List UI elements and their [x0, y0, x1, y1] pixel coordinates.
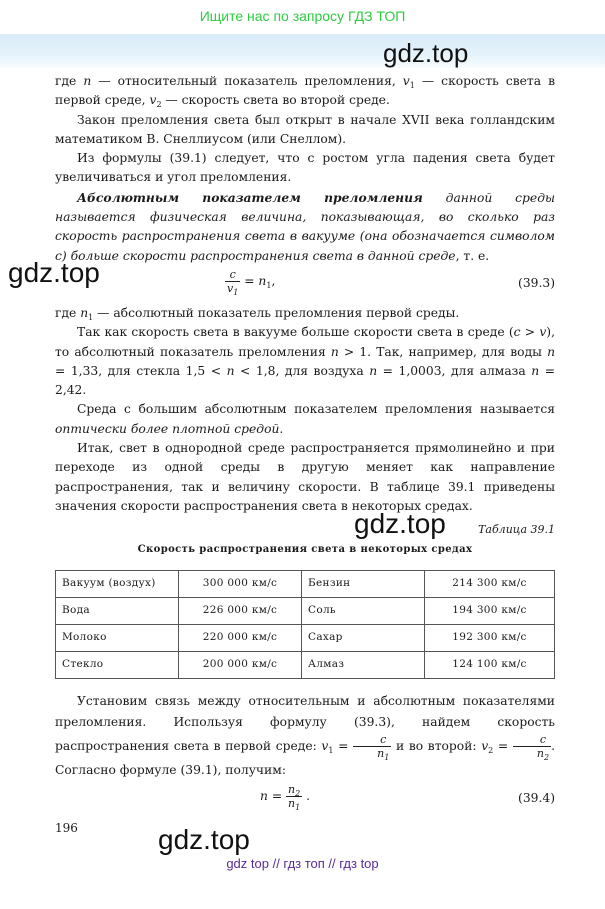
- page-number: 196: [55, 821, 78, 835]
- equation-39-3: $\frac{c}{v_1}$ = $n_1$, (39.3): [227, 267, 555, 297]
- equation-number: (39.4): [518, 790, 555, 805]
- footer-links: gdz top // гдз топ // гдз top: [226, 856, 379, 871]
- speed-of-light-table: [55, 570, 555, 679]
- paragraph-summary: Итак, свет в однородной среде распространяется прямолинейно и при переходе из одной среды в другую меняет как направление распространения, так и величину скорости. В таблице 39.1 приведены значения скорости распространения света в некоторых средах.: [55, 441, 555, 513]
- paragraph-definitions: где n — относительный показатель преломления, $v_1$ — скорость света в первой среде, $v_2$ — скорость света во второй среде.: [55, 74, 555, 110]
- table-row: Стекло 200 000 км/с Алмаз 124 100 км/с: [56, 651, 555, 678]
- paragraph-formula-391: Из формулы (39.1) следует, что с ростом угла падения света будет увеличиваться и угол преломления.: [55, 151, 555, 185]
- watermark: gdz.top: [383, 38, 469, 68]
- paragraph-optically-dense: Среда с большим абсолютным показателем преломления называется оптически более плотной средой.: [55, 402, 555, 436]
- term-absolute-index: Абсолютным показателем преломления: [77, 189, 423, 205]
- table-title: Скорость распространения света в некоторых средах: [137, 544, 473, 556]
- paragraph-absolute-index-definition: Абсолютным показателем преломления данной среды называется физическая величина, показывающая, во сколько раз скорость распространения света в вакууме (она обозначается символом c) больше скорости распространения света в данной среде, т. е.: [55, 189, 556, 263]
- paragraph-examples: Так как скорость света в вакууме больше скорости света в среде (c > v), то абсолютный показатель преломления n > 1. Так, например, для воды n = 1,33, для стекла 1,5 < n < 1,8, для воздуха n = 1,0003, для алмаза n = 2,42.: [55, 325, 556, 398]
- table-caption: Таблица 39.1: [478, 523, 555, 537]
- table-row: Вода 226 000 км/с Соль 194 300 км/с: [56, 597, 555, 624]
- header-band: [0, 34, 605, 68]
- banner-text: Ищите нас по запросу ГДЗ ТОП: [199, 8, 406, 24]
- paragraph-n1: где $n_1$ — абсолютный показатель преломления первой среды.: [55, 305, 460, 322]
- paragraph-snell: Закон преломления света был открыт в начале XVII века голландским математиком В. Снеллиусом (или Снеллом).: [55, 112, 555, 146]
- equation-39-4: n = $\frac{n_2}{n_1}$ . (39.4): [260, 782, 555, 812]
- table-caption-row: [55, 516, 555, 540]
- equation-number: (39.3): [518, 275, 555, 290]
- table-row: Молоко 220 000 км/с Сахар 192 300 км/с: [56, 624, 555, 651]
- watermark: gdz.top: [158, 824, 250, 855]
- table-row: Вакуум (воздух) 300 000 км/с Бензин 214 300 км/с: [56, 570, 555, 597]
- textbook-page: [55, 72, 555, 819]
- search-banner: [0, 0, 605, 34]
- watermark: gdz.top: [8, 257, 100, 288]
- paragraph-relation: Установим связь между относительным и абсолютным показателями преломления. Используя формулу (39.3), найдем скорость распространения света в первой среде: $v_1$ = $\frac{c}{n_1}$ и во второй: $v_2$ = $\frac{c}{n_2}$ . Согласно формуле (39.1), получим:: [55, 693, 556, 777]
- watermark: gdz.top: [354, 508, 446, 539]
